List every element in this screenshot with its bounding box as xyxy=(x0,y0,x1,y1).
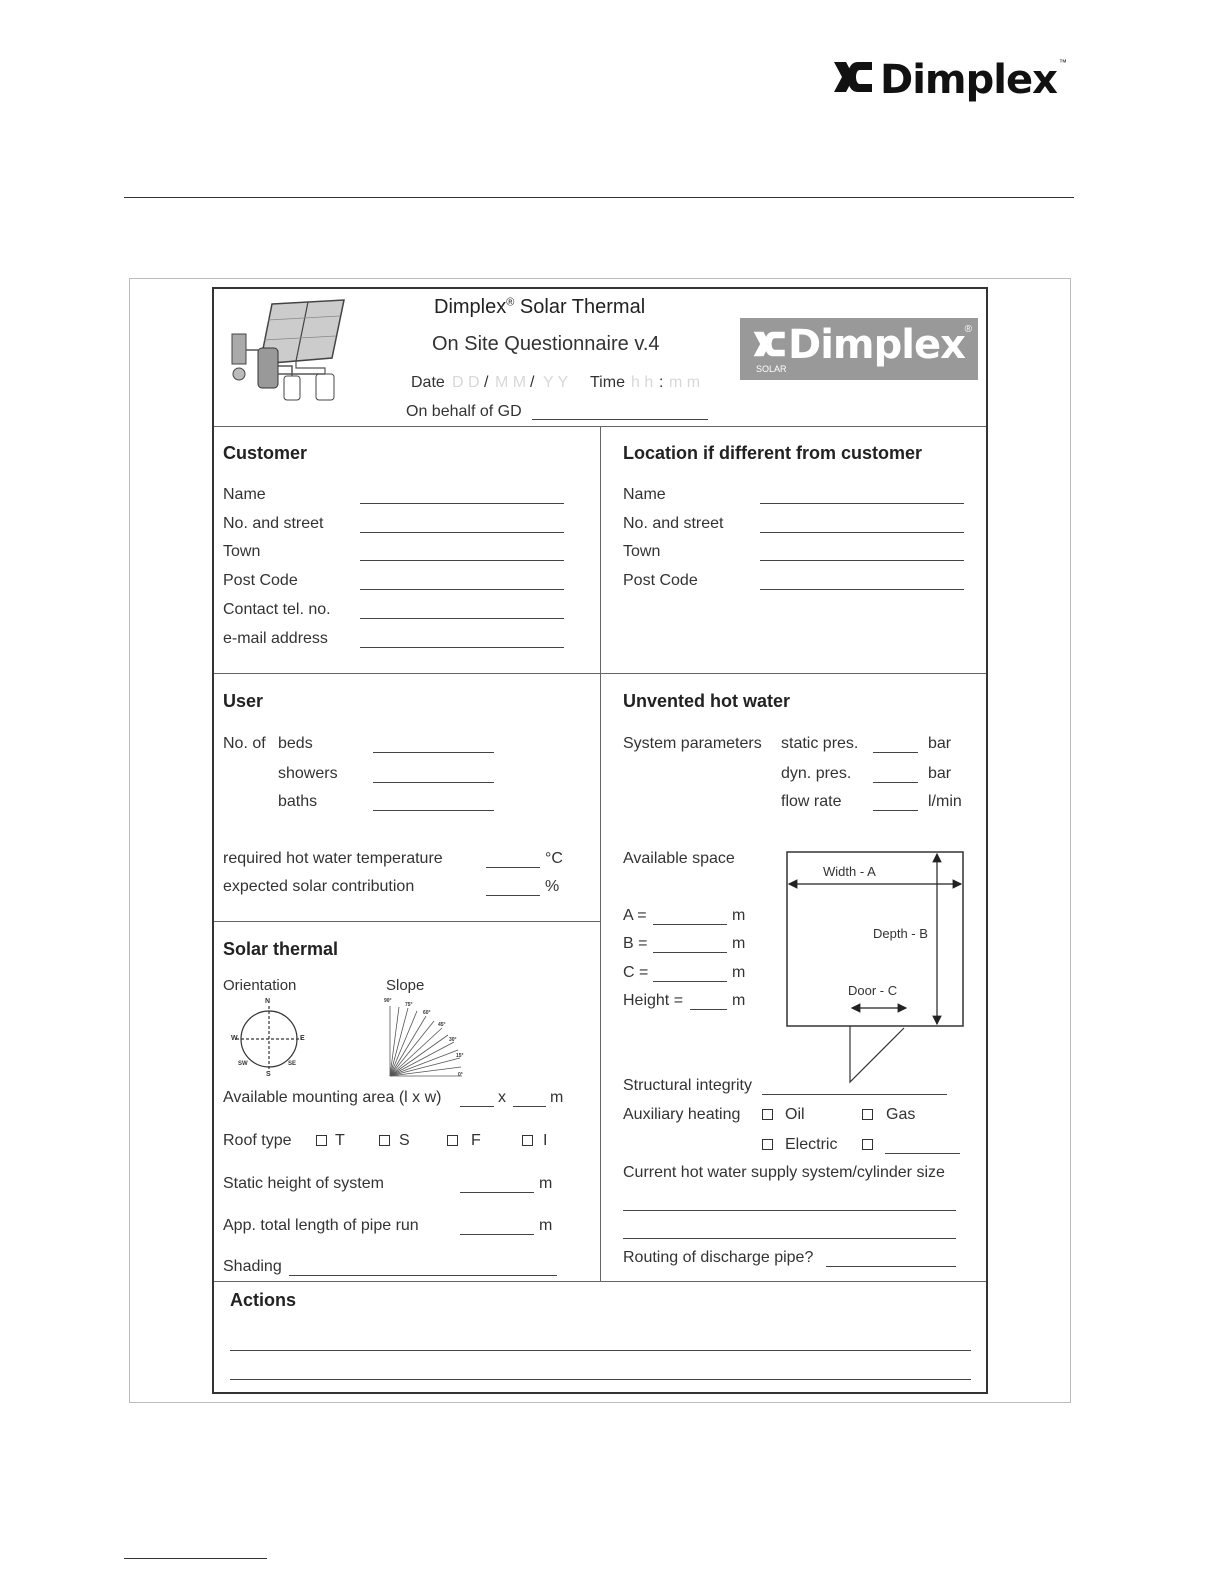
logo-sub: SOLAR xyxy=(756,364,787,374)
date-sep: / xyxy=(530,374,535,391)
time-hour[interactable]: h h xyxy=(631,374,654,391)
field-label: Name xyxy=(623,486,666,503)
location-name-field[interactable] xyxy=(760,503,964,504)
unit: m xyxy=(732,935,746,952)
static-pres-label: static pres. xyxy=(781,735,859,752)
shading-field[interactable] xyxy=(289,1275,557,1276)
door-c-label: Door - C xyxy=(848,983,898,998)
roof-i-checkbox[interactable] xyxy=(522,1135,533,1146)
no-of-label: No. of xyxy=(223,735,266,752)
static-height-label: Static height of system xyxy=(223,1175,384,1192)
roof-f-label: F xyxy=(471,1132,481,1149)
compass-s: S xyxy=(266,1071,271,1078)
field-label: No. and street xyxy=(623,515,724,532)
date-year[interactable]: Y Y xyxy=(543,374,569,391)
divider xyxy=(214,921,600,922)
system-params-label: System parameters xyxy=(623,735,762,752)
showers-field[interactable] xyxy=(373,782,494,783)
structural-field[interactable] xyxy=(762,1094,947,1095)
roof-t-checkbox[interactable] xyxy=(316,1135,327,1146)
unit: bar xyxy=(928,735,952,752)
unit: bar xyxy=(928,765,952,782)
temp-field[interactable] xyxy=(486,867,540,868)
baths-label: baths xyxy=(278,793,318,810)
slope-angle: 0° xyxy=(458,1072,463,1078)
oil-checkbox[interactable] xyxy=(762,1109,773,1120)
date-label: Date xyxy=(411,374,445,391)
pipe-length-label: App. total length of pipe run xyxy=(223,1217,419,1234)
location-postcode-field[interactable] xyxy=(760,589,964,590)
unit: m xyxy=(539,1175,553,1192)
actions-heading: Actions xyxy=(230,1290,297,1310)
solar-contrib-unit: % xyxy=(545,878,560,895)
location-street-field[interactable] xyxy=(760,532,964,533)
compass-sw: SW xyxy=(238,1061,248,1067)
shading-label: Shading xyxy=(223,1258,282,1275)
dimplex-logo xyxy=(832,58,1067,102)
customer-heading: Customer xyxy=(223,443,308,463)
showers-label: showers xyxy=(278,765,338,782)
form-title: Dimplex® Solar Thermal xyxy=(434,296,646,318)
space-diagram xyxy=(780,846,970,1084)
customer-street-field[interactable] xyxy=(360,532,564,533)
b-field[interactable] xyxy=(653,952,727,953)
slope-angle: 90° xyxy=(384,998,392,1004)
c-field[interactable] xyxy=(653,981,727,982)
solar-contrib-field[interactable] xyxy=(486,895,540,896)
electric-checkbox[interactable] xyxy=(762,1139,773,1150)
dimplex-symbol-icon xyxy=(832,58,876,96)
oil-label: Oil xyxy=(785,1106,805,1123)
customer-postcode-field[interactable] xyxy=(360,589,564,590)
flow-rate-field[interactable] xyxy=(873,810,918,811)
roof-f-checkbox[interactable] xyxy=(447,1135,458,1146)
flow-rate-label: flow rate xyxy=(781,793,842,810)
field-label: Post Code xyxy=(623,572,698,589)
mounting-length-field[interactable] xyxy=(460,1106,494,1107)
field-label: Town xyxy=(623,543,661,560)
time-label: Time xyxy=(590,374,625,391)
solar-heading: Solar thermal xyxy=(223,939,339,959)
current-supply-field[interactable] xyxy=(623,1210,956,1211)
logo-word: Dimplex xyxy=(788,322,965,368)
header-rule xyxy=(124,197,1074,198)
user-heading: User xyxy=(223,691,264,711)
slope-angle: 75° xyxy=(405,1002,413,1008)
date-month[interactable]: M M xyxy=(495,374,527,391)
actions-field[interactable] xyxy=(230,1350,971,1351)
mounting-area-label: Available mounting area (l x w) xyxy=(223,1089,442,1106)
customer-town-field[interactable] xyxy=(360,560,564,561)
unvented-heading: Unvented hot water xyxy=(623,691,791,711)
current-supply-field[interactable] xyxy=(623,1238,956,1239)
compass-e: E xyxy=(300,1035,305,1042)
current-supply-label: Current hot water supply system/cylinder size xyxy=(623,1164,945,1181)
structural-label: Structural integrity xyxy=(623,1077,752,1094)
unit: m xyxy=(732,992,746,1009)
field-label: Post Code xyxy=(223,572,298,589)
unit: m xyxy=(732,964,746,981)
roof-s-label: S xyxy=(399,1132,410,1149)
field-label: Name xyxy=(223,486,266,503)
aux-heating-label: Auxiliary heating xyxy=(623,1106,741,1123)
depth-b-label: Depth - B xyxy=(873,926,928,941)
time-minute[interactable]: m m xyxy=(669,374,701,391)
electric-label: Electric xyxy=(785,1136,838,1153)
dimplex-symbol-icon xyxy=(752,326,788,362)
form-subtitle: On Site Questionnaire v.4 xyxy=(432,333,660,355)
dimplex-solar-logo xyxy=(740,318,978,380)
b-label: B = xyxy=(623,935,648,952)
roof-t-label: T xyxy=(335,1132,345,1149)
slope-angle: 60° xyxy=(423,1010,431,1016)
orientation-label: Orientation xyxy=(223,977,297,994)
temp-unit: °C xyxy=(545,850,563,867)
divider xyxy=(600,426,601,1281)
compass-se: SE xyxy=(288,1061,297,1067)
customer-tel-field[interactable] xyxy=(360,618,564,619)
logo-word: Dimplex xyxy=(880,57,1057,103)
slope-angle: 45° xyxy=(438,1022,446,1028)
unit: m xyxy=(550,1089,564,1106)
slope-label: Slope xyxy=(386,977,425,994)
customer-name-field[interactable] xyxy=(360,503,564,504)
roof-i-label: I xyxy=(543,1132,548,1149)
actions-field[interactable] xyxy=(230,1379,971,1380)
height-label: Height = xyxy=(623,992,684,1009)
roof-type-label: Roof type xyxy=(223,1132,292,1149)
behalf-field[interactable] xyxy=(532,419,708,420)
other-heating-field[interactable] xyxy=(885,1153,960,1154)
logo-reg: ® xyxy=(964,324,972,335)
date-sep: / xyxy=(484,374,489,391)
field-label: No. and street xyxy=(223,515,324,532)
field-label: Contact tel. no. xyxy=(223,601,331,618)
unit: l/min xyxy=(928,793,962,810)
times-label: x xyxy=(498,1089,506,1106)
slope-angle: 15° xyxy=(456,1053,464,1059)
beds-label: beds xyxy=(278,735,313,752)
compass-n: N xyxy=(265,998,271,1005)
dyn-pres-field[interactable] xyxy=(873,782,918,783)
unit: m xyxy=(732,907,746,924)
time-sep: : xyxy=(659,374,664,391)
slope-angle: 30° xyxy=(449,1037,457,1043)
gas-label: Gas xyxy=(886,1106,916,1123)
footnote-rule xyxy=(124,1558,267,1559)
a-label: A = xyxy=(623,907,647,924)
customer-email-field[interactable] xyxy=(360,647,564,648)
behalf-label: On behalf of GD xyxy=(406,403,522,420)
field-label: e-mail address xyxy=(223,630,328,647)
temp-label: required hot water temperature xyxy=(223,850,443,867)
pipe-length-field[interactable] xyxy=(460,1234,534,1235)
logo-tm: ™ xyxy=(1058,58,1067,67)
baths-field[interactable] xyxy=(373,810,494,811)
width-a-label: Width - A xyxy=(823,864,876,879)
static-pres-field[interactable] xyxy=(873,752,918,753)
date-day[interactable]: D D xyxy=(452,374,480,391)
location-town-field[interactable] xyxy=(760,560,964,561)
beds-field[interactable] xyxy=(373,752,494,753)
routing-label: Routing of discharge pipe? xyxy=(623,1249,814,1266)
location-heading: Location if different from customer xyxy=(623,443,923,463)
available-space-label: Available space xyxy=(623,850,735,867)
roof-s-checkbox[interactable] xyxy=(379,1135,390,1146)
dyn-pres-label: dyn. pres. xyxy=(781,765,852,782)
a-field[interactable] xyxy=(653,924,727,925)
field-label: Town xyxy=(223,543,261,560)
solar-contrib-label: expected solar contribution xyxy=(223,878,415,895)
solar-system-illustration xyxy=(222,296,348,408)
compass-w: W xyxy=(231,1035,238,1042)
c-label: C = xyxy=(623,964,649,981)
height-field[interactable] xyxy=(690,1009,727,1010)
gas-checkbox[interactable] xyxy=(862,1109,873,1120)
static-height-field[interactable] xyxy=(460,1192,534,1193)
other-checkbox[interactable] xyxy=(862,1139,873,1150)
routing-field[interactable] xyxy=(826,1266,956,1267)
unit: m xyxy=(539,1217,553,1234)
mounting-width-field[interactable] xyxy=(513,1106,546,1107)
divider xyxy=(214,1281,986,1282)
